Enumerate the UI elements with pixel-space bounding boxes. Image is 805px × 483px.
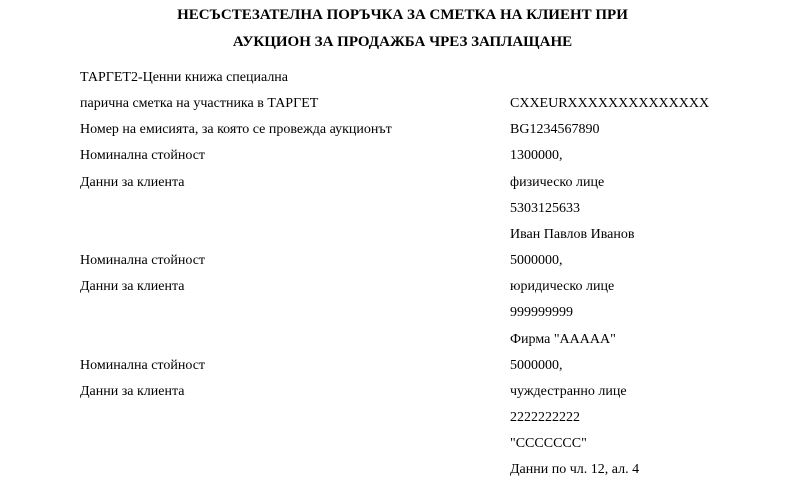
form-row: [0, 382, 805, 402]
row-label: ТАРГЕТ2-Ценни книжа специална: [80, 70, 289, 85]
row-label: Номинална стойност: [80, 358, 206, 373]
client-id-value: 999999999: [510, 305, 573, 320]
form-row: [0, 68, 805, 88]
form-row: [0, 460, 805, 480]
client-type-value: юридическо лице: [510, 279, 615, 294]
legal-reference-value: Данни по чл. 12, ал. 4: [510, 462, 640, 477]
form-row: [0, 94, 805, 114]
form-row: [0, 277, 805, 297]
client-type-value: физическо лице: [510, 175, 605, 190]
nominal-value: 5000000,: [510, 253, 563, 268]
account-number-value: CXXEURXXXXXXXXXXXXXX: [510, 96, 710, 111]
form-row: [0, 330, 805, 350]
client-id-value: 2222222222: [510, 410, 580, 425]
client-name-value: Фирма "ААААА": [510, 332, 616, 347]
row-label: парична сметка на участника в ТАРГЕТ: [80, 96, 319, 111]
form-row: [0, 173, 805, 193]
row-label: Данни за клиента: [80, 279, 185, 294]
document-title-line-1: НЕСЪСТЕЗАТЕЛНА ПОРЪЧКА ЗА СМЕТКА НА КЛИЕНТ ПРИ: [177, 7, 628, 23]
form-row: [0, 356, 805, 376]
form-row: [0, 199, 805, 219]
form-row: [0, 303, 805, 323]
form-row: [0, 408, 805, 428]
client-type-value: чуждестранно лице: [510, 384, 627, 399]
client-name-value: "ССССССС": [510, 436, 587, 451]
form-row: [0, 251, 805, 271]
form-row: [0, 146, 805, 166]
nominal-value: 5000000,: [510, 358, 563, 373]
document-title-line-2: АУКЦИОН ЗА ПРОДАЖБА ЧРЕЗ ЗАПЛАЩАНЕ: [232, 34, 573, 50]
row-label: Данни за клиента: [80, 384, 185, 399]
row-label: Номинална стойност: [80, 148, 206, 163]
form-row: [0, 120, 805, 140]
row-label: Номинална стойност: [80, 253, 206, 268]
row-label: Данни за клиента: [80, 175, 185, 190]
form-row: [0, 225, 805, 245]
nominal-value: 1300000,: [510, 148, 563, 163]
row-label: Номер на емисията, за която се провежда аукционът: [80, 122, 392, 137]
client-id-value: 5303125633: [510, 201, 580, 216]
form-row: [0, 434, 805, 454]
client-name-value: Иван Павлов Иванов: [510, 227, 635, 242]
issue-number-value: BG1234567890: [510, 122, 600, 137]
